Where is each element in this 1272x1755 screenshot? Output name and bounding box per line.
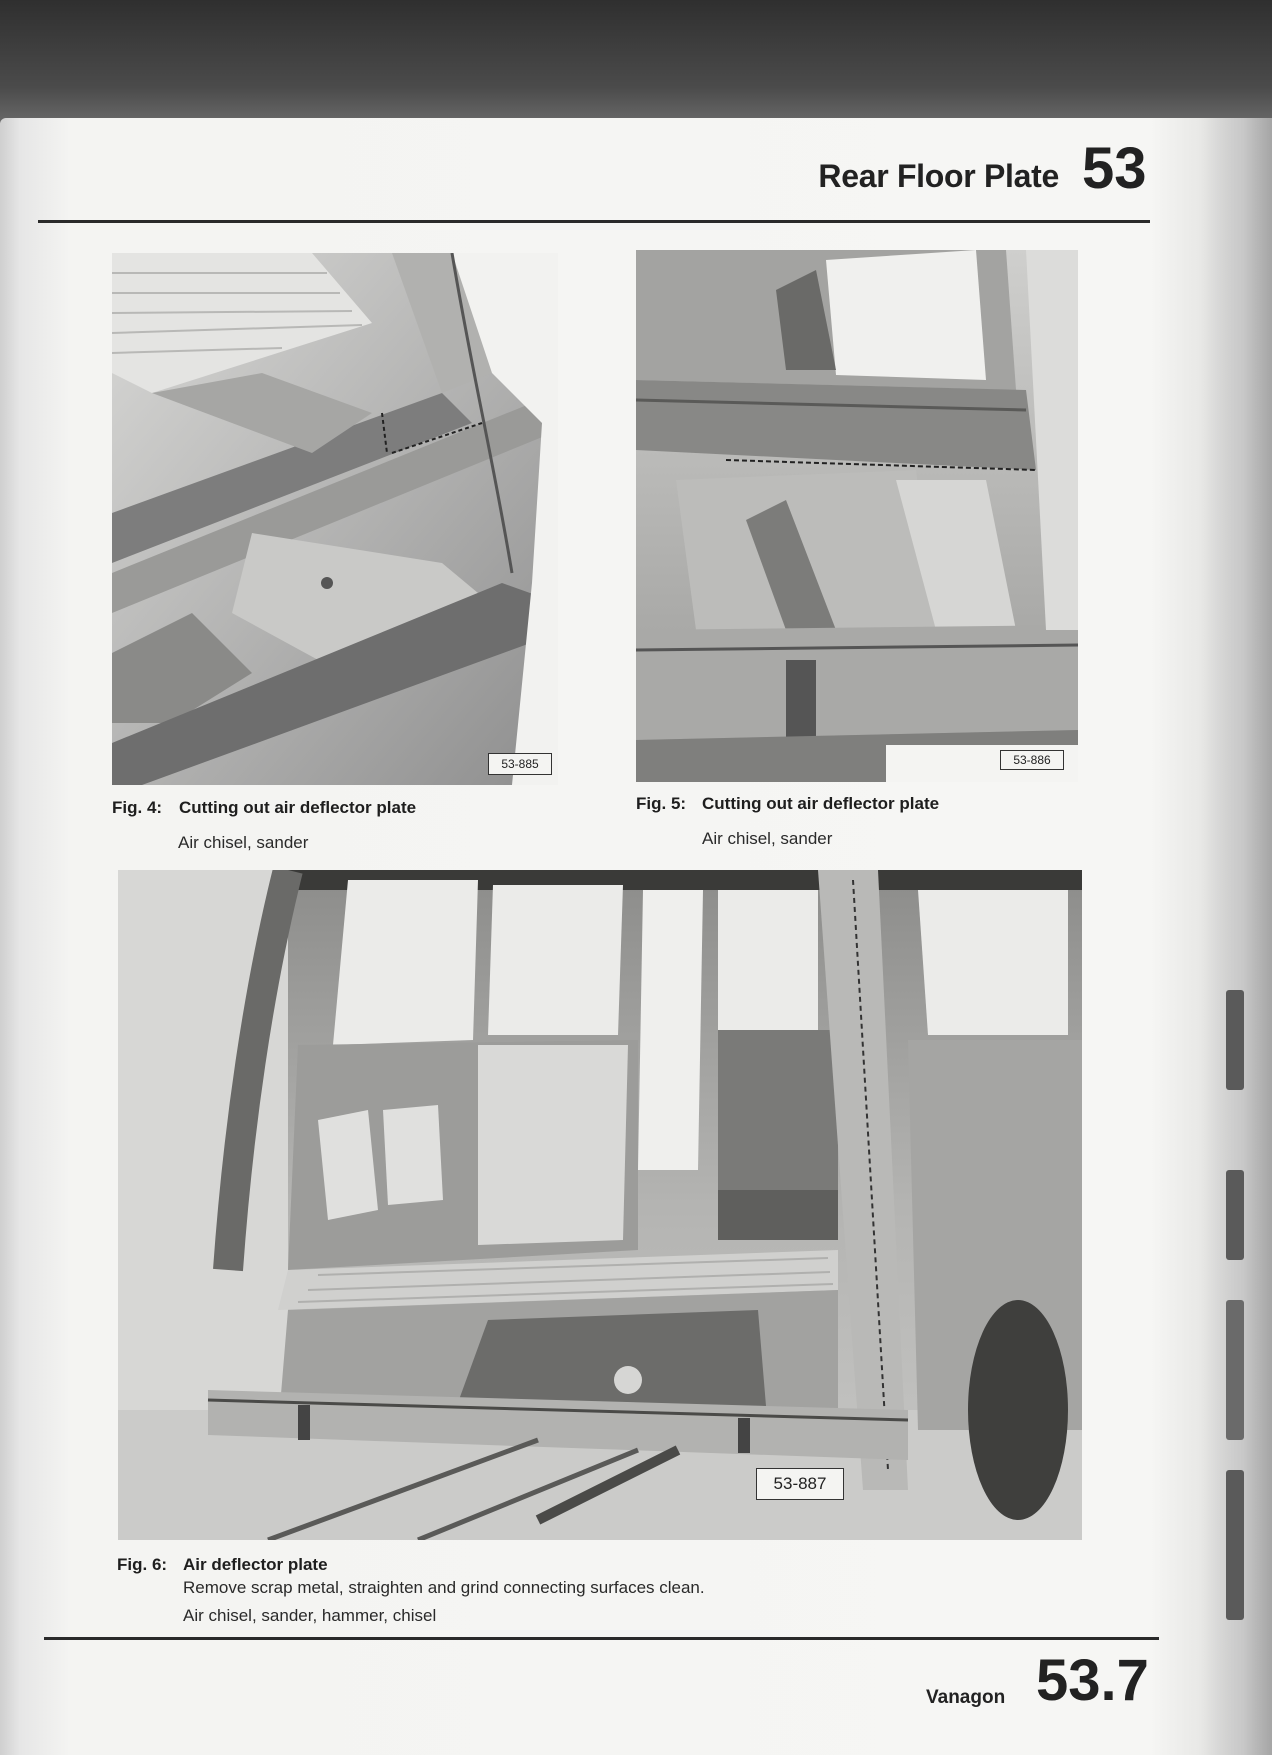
thumb-index-tab: [1226, 1170, 1244, 1260]
scanner-background: [0, 0, 1272, 125]
thumb-index-tab: [1226, 1470, 1244, 1620]
figure-5-photo: [636, 250, 1078, 782]
figure-4-tools: Air chisel, sander: [178, 833, 309, 852]
figure-4-photo: [112, 253, 558, 785]
footer-model: Vanagon: [926, 1687, 1006, 1708]
figure-6-instructions: Remove scrap metal, straighten and grind connecting surfaces clean.: [183, 1578, 705, 1597]
thumb-index-tab: [1226, 990, 1244, 1090]
section-number: 53: [1082, 136, 1147, 201]
thumb-index-tab: [1226, 1300, 1244, 1440]
figure-5-tag: 53-886: [1000, 750, 1064, 770]
figure-5-label: Fig. 5:: [636, 794, 687, 813]
footer-page-number: 53.7: [1036, 1648, 1149, 1713]
figure-6-tag: 53-887: [756, 1468, 844, 1500]
figure-5-title: Cutting out air deflector plate: [702, 794, 940, 813]
figure-6-label: Fig. 6:: [117, 1555, 168, 1574]
figure-6-photo: [118, 870, 1082, 1540]
footer-rule: [44, 1637, 1159, 1640]
figure-4-title: Cutting out air deflector plate: [179, 798, 417, 817]
figure-6-title: Air deflector plate: [183, 1555, 328, 1574]
figure-6-tools: Air chisel, sander, hammer, chisel: [183, 1606, 437, 1625]
section-title: Rear Floor Plate: [818, 158, 1059, 194]
figure-4-label: Fig. 4:: [112, 798, 163, 817]
figure-5-tools: Air chisel, sander: [702, 829, 833, 848]
header-rule: [38, 220, 1150, 223]
figure-4-tag: 53-885: [488, 753, 552, 775]
